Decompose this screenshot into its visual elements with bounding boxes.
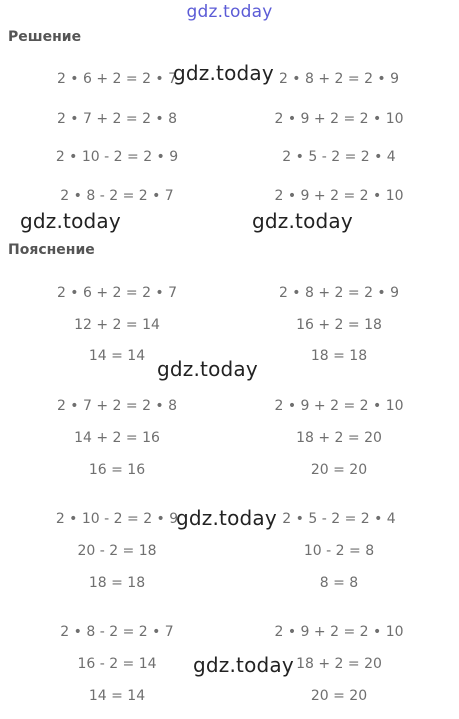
watermark: gdz.today [176,506,277,530]
explanation-step: 18 + 2 = 20 [296,656,382,672]
watermark: gdz.today [252,209,353,233]
explanation-equation: 2 • 8 - 2 = 2 • 7 [60,624,174,640]
explanation-equation: 2 • 7 + 2 = 2 • 8 [56,398,178,414]
explanation-result: 16 = 16 [88,462,146,478]
watermark: gdz.today [20,209,121,233]
solution-equation: 2 • 8 + 2 = 2 • 9 [278,71,400,87]
explanation-step: 20 - 2 = 18 [77,543,157,559]
solution-equation: 2 • 8 - 2 = 2 • 7 [60,188,174,204]
watermark: gdz.today [157,357,258,381]
explanation-step: 14 + 2 = 16 [74,430,160,446]
solution-equation: 2 • 5 - 2 = 2 • 4 [282,149,396,165]
solution-equation: 2 • 7 + 2 = 2 • 8 [56,111,178,127]
watermark: gdz.today [193,653,294,677]
explanation-equation: 2 • 5 - 2 = 2 • 4 [282,511,396,527]
watermark: gdz.today [173,61,274,85]
explanation-equation: 2 • 8 + 2 = 2 • 9 [278,285,400,301]
explanation-heading: Пояснение [8,242,95,258]
explanation-result: 14 = 14 [88,688,146,704]
explanation-result: 18 = 18 [88,575,146,591]
explanation-step: 16 - 2 = 14 [77,656,157,672]
explanation-result: 14 = 14 [88,348,146,364]
explanation-step: 18 + 2 = 20 [296,430,382,446]
explanation-equation: 2 • 9 + 2 = 2 • 10 [274,398,404,414]
solution-equation: 2 • 10 - 2 = 2 • 9 [55,149,179,165]
explanation-result: 20 = 20 [310,462,368,478]
explanation-step: 12 + 2 = 14 [74,317,160,333]
solution-equation: 2 • 6 + 2 = 2 • 7 [56,71,178,87]
explanation-equation: 2 • 6 + 2 = 2 • 7 [56,285,178,301]
explanation-result: 18 = 18 [310,348,368,364]
explanation-step: 16 + 2 = 18 [296,317,382,333]
solution-heading: Решение [8,29,82,45]
solution-equation: 2 • 9 + 2 = 2 • 10 [274,111,404,127]
site-logo: gdz.today [186,2,273,22]
explanation-result: 8 = 8 [319,575,359,591]
explanation-equation: 2 • 10 - 2 = 2 • 9 [55,511,179,527]
solution-equation: 2 • 9 + 2 = 2 • 10 [274,188,404,204]
explanation-equation: 2 • 9 + 2 = 2 • 10 [274,624,404,640]
explanation-step: 10 - 2 = 8 [303,543,375,559]
explanation-result: 20 = 20 [310,688,368,704]
